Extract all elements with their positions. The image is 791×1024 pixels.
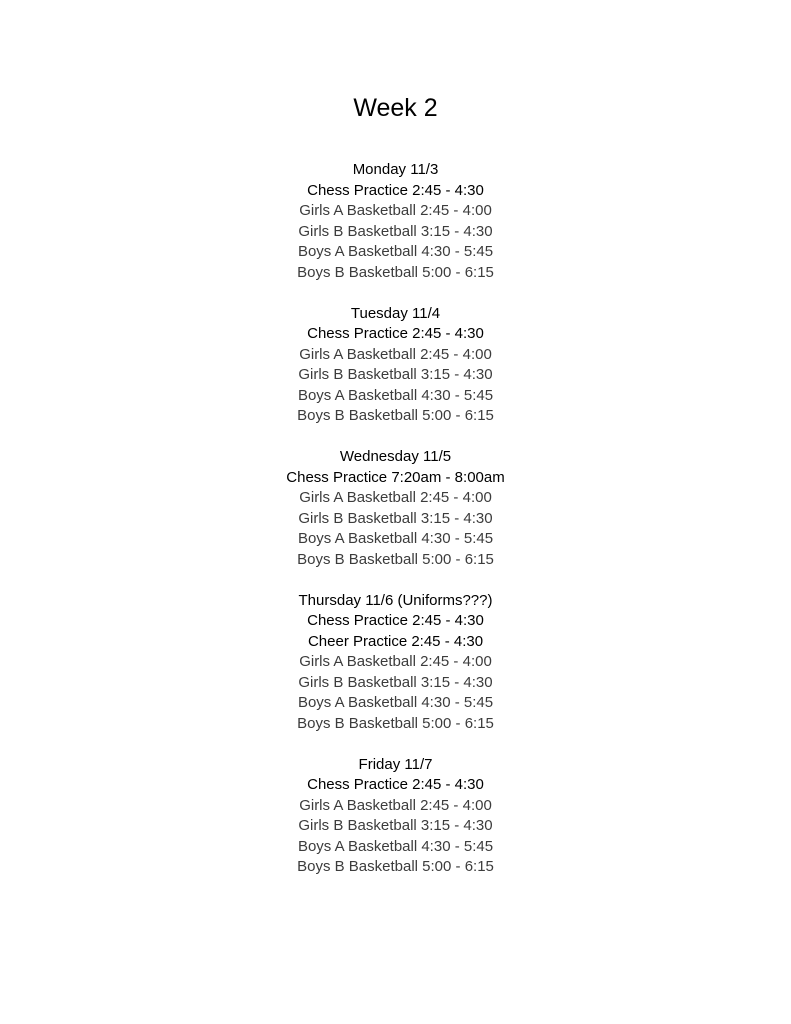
schedule-item: Boys A Basketball 4:30 - 5:45 [297,386,494,404]
schedule-item: Boys A Basketball 4:30 - 5:45 [297,837,494,855]
weekly-schedule [0,160,791,898]
page-title: Week 2 [353,94,438,122]
schedule-item: Boys B Basketball 5:00 - 6:15 [297,407,494,424]
schedule-item: Boys A Basketball 4:30 - 5:45 [297,530,494,547]
day-block [0,591,791,735]
schedule-item: Girls B Basketball 3:15 - 4:30 [298,222,493,240]
schedule-item: Girls A Basketball 2:45 - 4:00 [299,202,492,219]
schedule-item: Cheer Practice 2:45 - 4:30 [307,632,484,650]
schedule-item: Chess Practice 2:45 - 4:30 [307,181,484,199]
schedule-item: Girls A Basketball 2:45 - 4:00 [299,489,492,506]
schedule-item: Boys B Basketball 5:00 - 6:15 [297,858,494,875]
day-header: Friday 11/7 [358,755,433,773]
schedule-item: Girls A Basketball 2:45 - 4:00 [299,653,492,670]
schedule-item: Boys A Basketball 4:30 - 5:45 [297,694,494,711]
schedule-item: Boys A Basketball 4:30 - 5:45 [297,243,494,260]
schedule-item: Boys B Basketball 5:00 - 6:15 [297,550,494,568]
schedule-item: Girls B Basketball 3:15 - 4:30 [298,509,493,527]
day-header: Wednesday 11/5 [339,448,452,465]
schedule-item: Girls A Basketball 2:45 - 4:00 [299,796,492,814]
schedule-item: Girls B Basketball 3:15 - 4:30 [298,366,493,383]
day-header: Thursday 11/6 (Uniforms???) [298,591,493,609]
day-block [0,447,791,570]
schedule-item: Girls B Basketball 3:15 - 4:30 [298,673,493,691]
schedule-item: Girls B Basketball 3:15 - 4:30 [298,817,493,834]
day-header: Tuesday 11/4 [350,304,441,322]
schedule-item: Chess Practice 2:45 - 4:30 [307,612,484,629]
schedule-item: Boys B Basketball 5:00 - 6:15 [297,263,494,281]
schedule-item: Chess Practice 2:45 - 4:30 [307,776,484,793]
schedule-item: Chess Practice 7:20am - 8:00am [286,468,505,486]
schedule-item: Girls A Basketball 2:45 - 4:00 [299,345,492,363]
day-block [0,304,791,427]
schedule-item: Boys B Basketball 5:00 - 6:15 [297,714,494,732]
schedule-item: Chess Practice 2:45 - 4:30 [307,325,484,342]
day-block [0,160,791,283]
day-block [0,755,791,878]
day-header: Monday 11/3 [352,161,439,178]
